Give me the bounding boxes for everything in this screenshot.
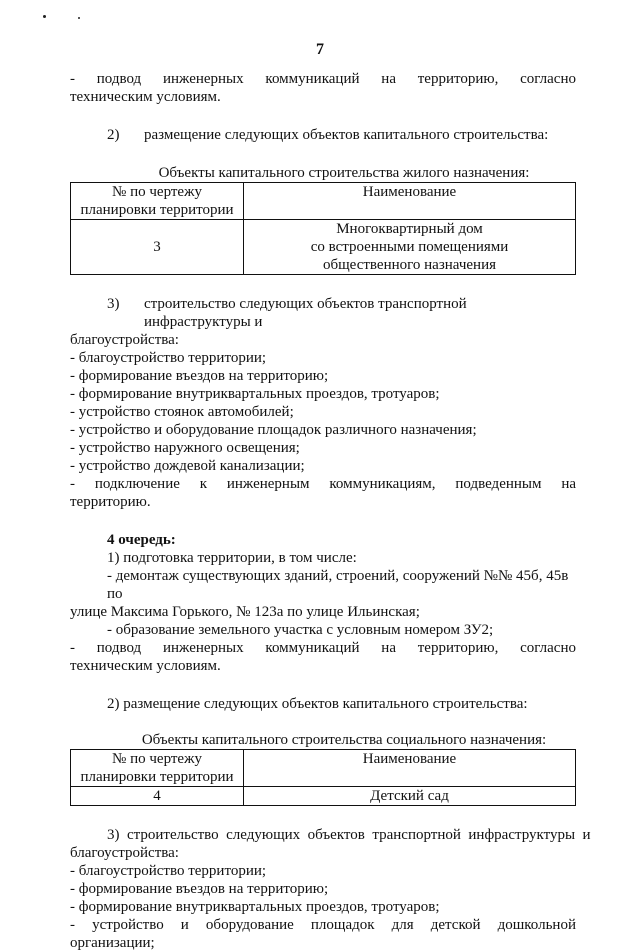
table-header-row — [71, 750, 576, 787]
bullet-utility-connection-cont: техническим условиям. — [70, 89, 221, 105]
item-3-construction — [70, 295, 576, 331]
cell-name-line: Многоквартирный дом — [336, 221, 483, 237]
header-drawing-number: № по чертежу планировки территории — [71, 183, 244, 220]
list-item: - устройство наружного освещения; — [70, 440, 300, 456]
list-item: - формирование въездов на территорию; — [70, 368, 329, 384]
item-2-placement — [70, 126, 576, 144]
list-item-playgrounds-cont: организации; — [70, 935, 155, 951]
list-item: - формирование внутриквартальных проездов, тротуаров; — [70, 899, 440, 915]
list-item: - благоустройство территории; — [70, 350, 267, 366]
list-item-connection-cont: территорию. — [70, 494, 151, 510]
item-number: 3) — [107, 296, 120, 312]
document-body — [70, 70, 591, 952]
stage-4-construction-cont: благоустройства: — [70, 845, 179, 861]
list-item-playgrounds: - устройство и оборудование площадок для детской дошкольной — [70, 917, 576, 933]
header-name: Наименование — [244, 750, 576, 787]
scan-artifact-dot — [78, 17, 80, 19]
cell-drawing-number: 3 — [71, 220, 244, 275]
stage-4-land-plot: - образование земельного участка с условным номером ЗУ2; — [107, 622, 494, 638]
table-header-row — [71, 183, 576, 220]
cell-name: Детский сад — [244, 787, 576, 806]
table-1-caption: Объекты капитального строительства жилого назначения: — [158, 165, 530, 181]
item-text: строительство следующих объектов транспортной инфраструктуры и — [144, 296, 467, 330]
cell-name-line: общественного назначения — [322, 257, 496, 273]
list-item: - устройство дождевой канализации; — [70, 458, 305, 474]
table-social-objects — [70, 749, 576, 806]
table-row — [71, 787, 576, 806]
item-text: размещение следующих объектов капитального строительства: — [144, 127, 549, 143]
cell-drawing-number: 4 — [71, 787, 244, 806]
stage-4-preparation: 1) подготовка территории, в том числе: — [107, 550, 357, 566]
item-number: 2) — [107, 127, 120, 143]
scan-artifact-dot — [43, 15, 46, 18]
stage-4-placement: 2) размещение следующих объектов капитального строительства: — [107, 696, 528, 712]
list-item: - устройство стоянок автомобилей; — [70, 404, 294, 420]
stage-4-heading: 4 очередь: — [107, 532, 176, 548]
list-item-connection: - подключение к инженерным коммуникациям, подведенным на — [70, 476, 576, 492]
stage-4-utility-connection-cont: техническим условиям. — [70, 658, 221, 674]
header-drawing-number: № по чертежу планировки территории — [71, 750, 244, 787]
list-item: - формирование внутриквартальных проездов, тротуаров; — [70, 386, 440, 402]
cell-name-line: со встроенными помещениями — [310, 239, 509, 255]
page-number: 7 — [316, 41, 324, 58]
stage-4-demolition: - демонтаж существующих зданий, строений, сооружений №№ 45б, 45в по — [107, 568, 569, 602]
table-2-caption: Объекты капитального строительства социального назначения: — [141, 732, 547, 748]
cell-name — [244, 220, 576, 275]
list-item: - устройство и оборудование площадок различного назначения; — [70, 422, 477, 438]
bullet-utility-connection: - подвод инженерных коммуникаций на территорию, согласно — [70, 71, 576, 87]
stage-4-construction: 3) строительство следующих объектов транспортной инфраструктуры и — [107, 827, 591, 843]
item-3-intro-cont: благоустройства: — [70, 332, 179, 348]
header-name: Наименование — [244, 183, 576, 220]
stage-4-demolition-cont: улице Максима Горького, № 123а по улице Ильинская; — [70, 604, 420, 620]
table-residential-objects — [70, 182, 576, 275]
stage-4-utility-connection: - подвод инженерных коммуникаций на территорию, согласно — [70, 640, 576, 656]
table-row — [71, 220, 576, 275]
list-item: - формирование въездов на территорию; — [70, 881, 329, 897]
list-item: - благоустройство территории; — [70, 863, 267, 879]
